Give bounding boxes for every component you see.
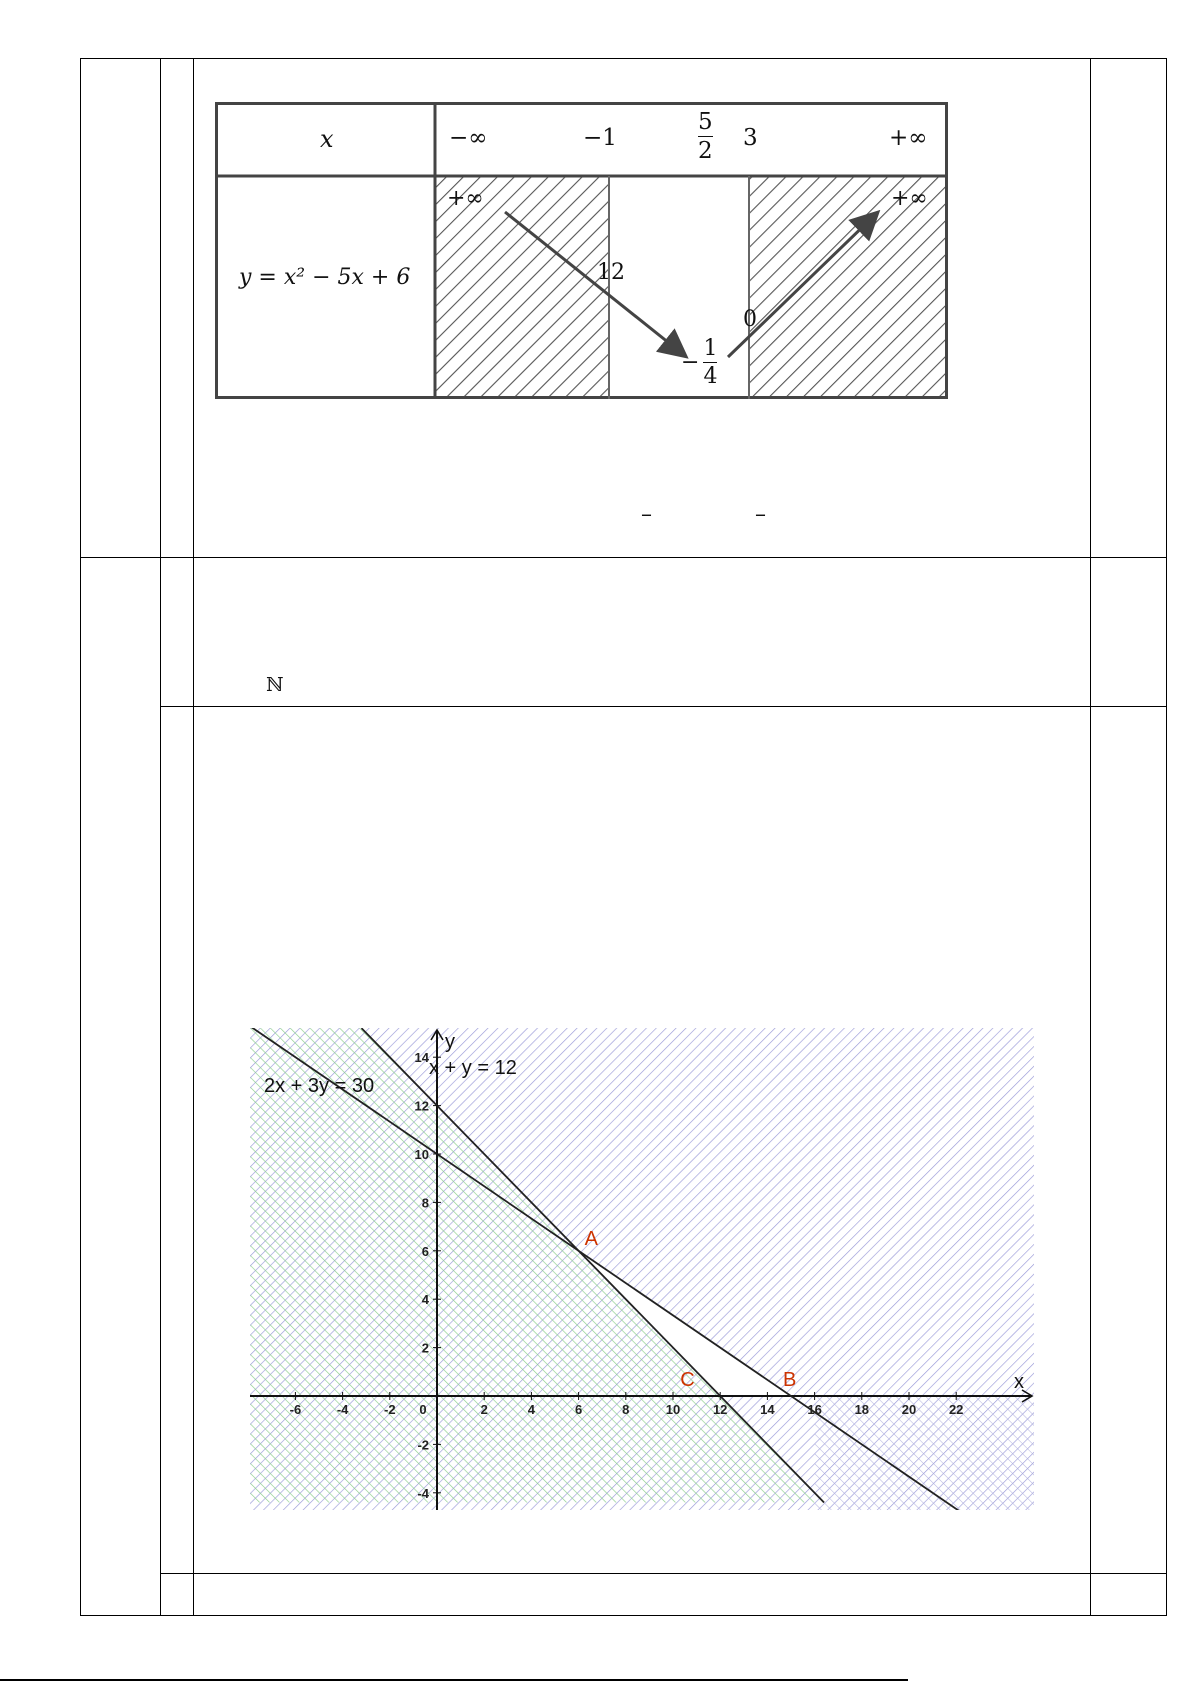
- y-tick-label: -2: [417, 1437, 429, 1453]
- x-tick-label: 4: [527, 1402, 536, 1417]
- x-value-five-halves: [698, 110, 713, 163]
- table-border-right: [1166, 58, 1167, 1616]
- natural-numbers-symbol: ℕ: [266, 674, 284, 696]
- footer-rule: [0, 1679, 908, 1681]
- y-tick-label: 10: [414, 1147, 429, 1162]
- y-value-minimum: [681, 337, 717, 388]
- label-point-b: B: [783, 1369, 797, 1391]
- row-divider-2: [160, 706, 1167, 707]
- table-border-bottom: [80, 1615, 1167, 1616]
- x-tick-label: 0: [419, 1402, 427, 1417]
- x-tick-label: -6: [289, 1402, 302, 1417]
- y-tick-label: 14: [414, 1050, 429, 1066]
- graph-canvas: [250, 1028, 1034, 1510]
- x-value-five-halves-den: 2: [698, 138, 713, 165]
- row-divider-1: [80, 557, 1167, 558]
- x-tick-label: 18: [854, 1402, 870, 1417]
- x-tick-label: 22: [948, 1402, 964, 1417]
- inequality-graph: [250, 1028, 1034, 1510]
- row-function-label: y = x² − 5x + 6: [239, 265, 411, 290]
- x-tick-label: 14: [760, 1402, 775, 1417]
- x-value-pos-inf: +∞: [889, 125, 928, 151]
- overline-dash-1: –: [641, 502, 652, 527]
- x-tick-label: 8: [622, 1402, 630, 1417]
- label-axis-y: y: [445, 1031, 455, 1053]
- y-tick-label: -4: [417, 1485, 429, 1501]
- variation-table: [215, 102, 948, 399]
- x-value-three: 3: [743, 125, 758, 151]
- overline-dash-2: –: [755, 502, 766, 527]
- blue-cross-hatch-region: [815, 1396, 1034, 1510]
- y-value-right-inf: +∞: [891, 186, 928, 211]
- y-tick-label: 2: [421, 1340, 429, 1356]
- label-point-c: C: [680, 1369, 695, 1391]
- x-tick-label: 12: [712, 1402, 728, 1417]
- x-value-five-halves-num: 5: [698, 109, 713, 135]
- x-value-neg-inf: −∞: [449, 125, 488, 151]
- x-tick-label: -2: [384, 1402, 396, 1417]
- table-border-left: [80, 58, 81, 1616]
- row-divider-3: [160, 1573, 1167, 1574]
- x-tick-label: 10: [665, 1402, 681, 1417]
- x-tick-label: 20: [901, 1402, 917, 1417]
- y-value-zero: 0: [743, 307, 757, 332]
- y-value-minimum-den: 4: [703, 364, 718, 390]
- table-col-divider-3: [1090, 58, 1091, 1616]
- x-tick-label: 6: [574, 1402, 583, 1417]
- x-value-minus-one: −1: [583, 125, 617, 151]
- y-value-minimum-frac: [703, 337, 717, 388]
- x-tick-label: 16: [807, 1402, 822, 1417]
- label-point-a: A: [584, 1227, 598, 1250]
- y-value-left-inf: +∞: [447, 186, 484, 211]
- x-tick-label: -4: [336, 1402, 349, 1417]
- y-tick-label: 8: [421, 1195, 429, 1211]
- y-tick-label: 4: [421, 1292, 429, 1308]
- table-col-divider-1: [160, 58, 161, 1616]
- label-line-x-y-12: x + y = 12: [429, 1057, 517, 1079]
- label-line-2x-3y-30: 2x + 3y = 30: [264, 1075, 375, 1097]
- header-x-label: x: [320, 125, 334, 153]
- y-value-minimum-num: 1: [703, 336, 718, 361]
- y-tick-label: 12: [414, 1098, 429, 1114]
- x-tick-label: 2: [480, 1402, 488, 1417]
- y-tick-label: 6: [421, 1243, 429, 1259]
- y-value-twelve: 12: [597, 260, 625, 285]
- table-col-divider-2: [193, 58, 194, 1616]
- y-value-minimum-sign: −: [681, 350, 700, 376]
- label-axis-x: x: [1014, 1371, 1024, 1393]
- table-border-top: [80, 58, 1167, 59]
